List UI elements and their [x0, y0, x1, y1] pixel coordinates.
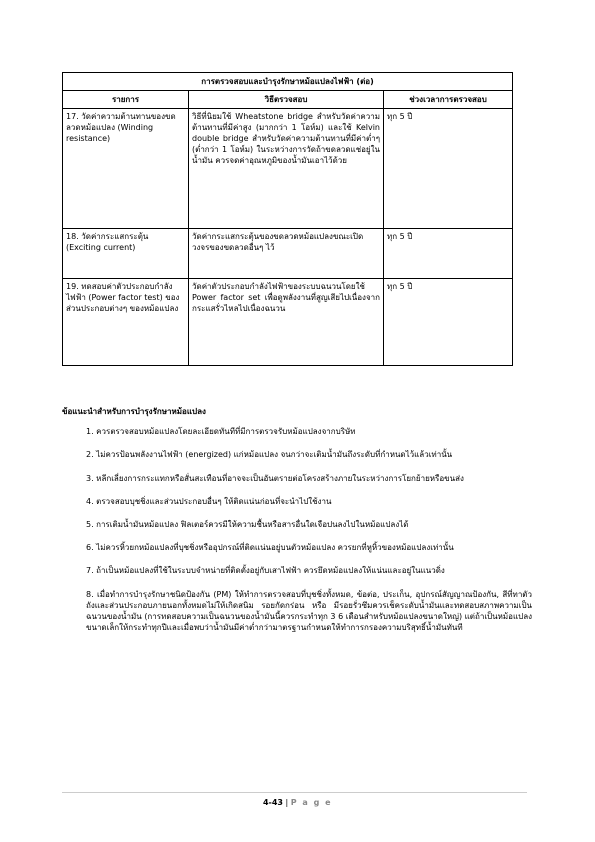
- recommendation-item: 7. ถ้าเป็นหม้อแปลงที่ใช้ในระบบจำหน่ายที่ติดตั้งอยู่กับเสาไฟฟ้า ควรยึดหม้อแปลงให้แน่นและอยู่ในแนวดิ่ง: [86, 566, 445, 576]
- header-method: วิธีตรวจสอบ: [189, 91, 384, 109]
- recommendation-item: 8. เมื่อทำการบำรุงรักษาชนิดป้องกัน (PM) ให้ทำการตรวจสอบที่บุชชิ่งทั้งหมด, ข้อต่อ, ประเก็น, อุปกรณ์สัญญาณป้องกัน, สีที่ทาตัวถังและส่วนประกอบภายนอกทั้งหมดไม่ให้เกิดสนิม รอยกัดกร่อน หรือ มีรอยรั่วซึมควรเช็คระดับน้ำมันและทดสอบสภาพความเป็นฉนวนของน้ำมัน (การทดสอบความเป็นฉนวนของน้ำมันนี้ควรกระทำทุก 3 6 เดือนสำหรับหม้อแปลงขนาดใหญ่) แต่ถ้าเป็นหม้อแปลงขนาดเล็กให้กระทำทุกปีและเมื่อพบว่าน้ำมันมีค่าต่ำกว่ามาตรฐานกำหนดให้ทำการกรองความบริสุทธิ์น้ำมันทันที: [86, 589, 532, 633]
- recommendation-item: 6. ไม่ควรหิ้วยกหม้อแปลงที่บุชชิ่งหรืออุปกรณ์ที่ติดแน่นอยู่บนตัวหม้อแปลง ควรยกที่หูหิ้วของหม้อแปลงเท่านั้น: [86, 543, 454, 553]
- table-title-row: [63, 73, 513, 91]
- page-footer: [0, 798, 595, 807]
- row-period: ทุก 5 ปี: [384, 229, 513, 279]
- recommendation-item: 4. ตรวจสอบบุชชิ่งและส่วนประกอบอื่นๆ ให้ติดแน่นก่อนที่จะนำไปใช้งาน: [86, 496, 332, 506]
- page-number: 4-43: [262, 798, 283, 807]
- row-method: วัดค่าตัวประกอบกำลังไฟฟ้าของระบบฉนวนโดยใช้ Power factor set เพื่อดูพลังงานที่สูญเสียไปเนื่องจากกระแสรั่วไหลไปเนื่องฉนวน: [189, 279, 384, 366]
- recommendations-section: [62, 406, 532, 645]
- footer-separator: |: [285, 798, 289, 807]
- header-period: ช่วงเวลาการตรวจสอบ: [384, 91, 513, 109]
- table-row: [63, 109, 513, 229]
- table-row: [63, 279, 513, 366]
- row-period: ทุก 5 ปี: [384, 279, 513, 366]
- table-title: การตรวจสอบและบำรุงรักษาหม้อแปลงไฟฟ้า (ต่อ): [63, 73, 513, 91]
- page-word: P a g e: [290, 798, 333, 807]
- row-method: วัดค่ากระแสกระตุ้นของขดลวดหม้อแปลงขณะเปิดวงจรของขดลวดอื่นๆ ไว้: [189, 229, 384, 279]
- row-item: 18. วัดค่ากระแสกระตุ้น (Exciting current): [63, 229, 189, 279]
- footer-divider: [62, 792, 527, 793]
- table-row: [63, 229, 513, 279]
- recommendations-title: ข้อแนะนำสำหรับการบำรุงรักษาหม้อแปลง: [62, 407, 206, 416]
- row-item: 19. ทดสอบค่าตัวประกอบกำลังไฟฟ้า (Power factor test) ของส่วนประกอบต่างๆ ของหม้อแปลง: [63, 279, 189, 366]
- row-item: 17. วัดค่าความต้านทานของขดลวดหม้อแปลง (Winding resistance): [63, 109, 189, 229]
- recommendation-item: 3. หลีกเลี่ยงการกระแทกหรือสั่นสะเทือนที่อาจจะเป็นอันตรายต่อโครงสร้างภายในระหว่างการโยกย้ายหรือขนส่ง: [86, 473, 464, 483]
- recommendation-item: 5. การเติมน้ำมันหม้อแปลง ฟิลเตอร์ควรมีให้ความชื้นหรือสารอื่นใดเจือปนลงไปในหม้อแปลงได้: [86, 519, 409, 529]
- row-period: ทุก 5 ปี: [384, 109, 513, 229]
- header-item: รายการ: [63, 91, 189, 109]
- recommendation-item: 2. ไม่ควรป้อนพลังงานไฟฟ้า (energized) แก่หม้อแปลง จนกว่าจะเติมน้ำมันถึงระดับที่กำหนดไว้แล้วเท่านั้น: [86, 450, 453, 460]
- inspection-table: [62, 72, 513, 366]
- recommendation-item: 1. ควรตรวจสอบหม้อแปลงโดยละเอียดทันทีที่มีการตรวจรับหม้อแปลงจากบริษัท: [86, 427, 356, 437]
- table-header-row: [63, 91, 513, 109]
- row-method: วิธีที่นิยมใช้ Wheatstone bridge สำหรับวัดค่าความต้านทานที่มีค่าสูง (มากกว่า 1 โอห์ม) และใช้ Kelvin double bridge สำหรับวัดค่าความต้านทานที่มีค่าต่ำๆ (ต่ำกว่า 1 โอห์ม) ในระหว่างการวัดถ้าขดลวดแช่อยู่ในน้ำมัน ควรจดค่าอุณหภูมิของน้ำมันเอาไว้ด้วย: [189, 109, 384, 229]
